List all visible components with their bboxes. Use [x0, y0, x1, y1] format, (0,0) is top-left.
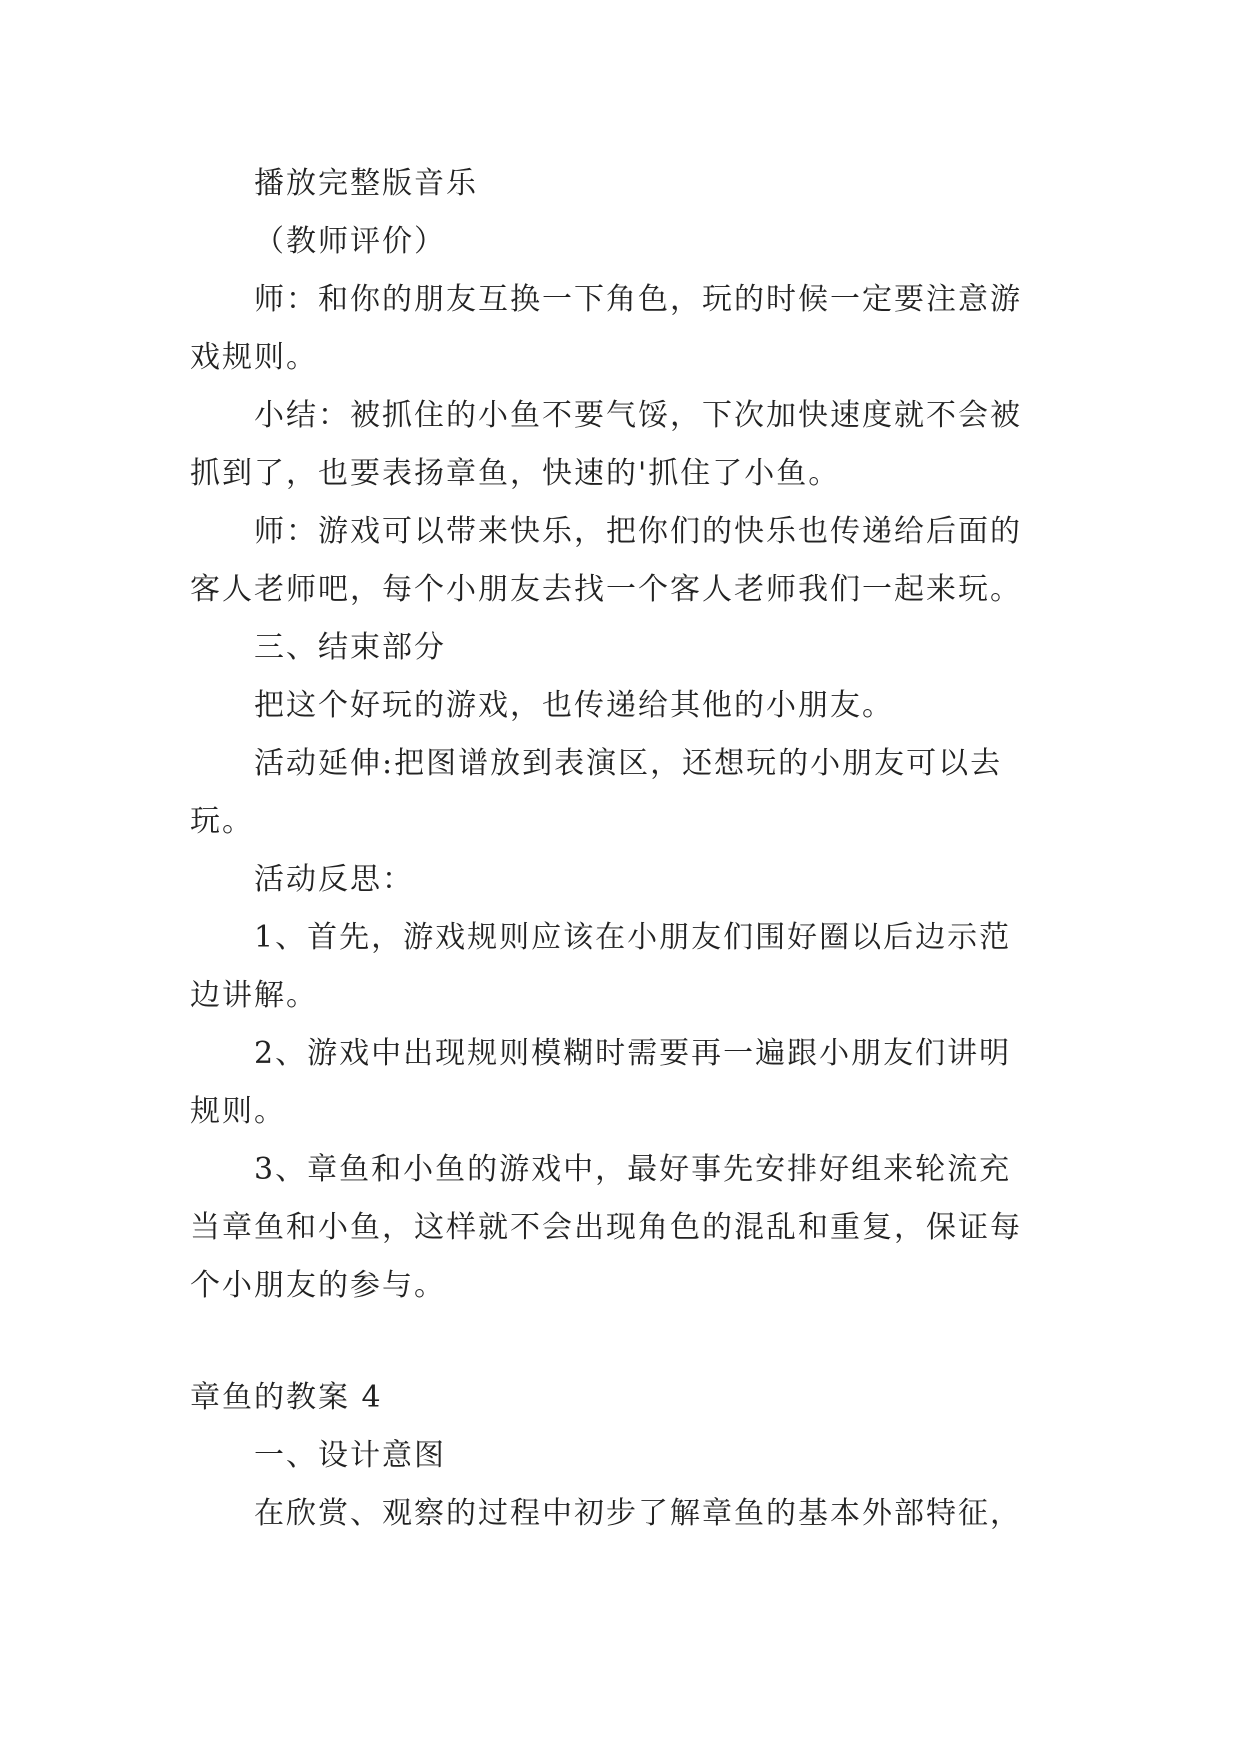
paragraph-line: 活动延伸:把图谱放到表演区，还想玩的小朋友可以去 [254, 746, 1003, 781]
list-item: 1、首先，游戏规则应该在小朋友们围好圈以后边示范 [254, 920, 1012, 955]
paragraph-line: 戏规则。 [190, 340, 318, 375]
list-item-continuation: 个小朋友的参与。 [190, 1268, 446, 1303]
paragraph-line: 把这个好玩的游戏，也传递给其他的小朋友。 [254, 688, 894, 723]
list-item-continuation: 边讲解。 [190, 978, 318, 1013]
paragraph-line: 活动反思： [254, 862, 414, 897]
paragraph-line: 客人老师吧，每个小朋友去找一个客人老师我们一起来玩。 [190, 572, 1022, 607]
list-item-continuation: 规则。 [190, 1094, 286, 1129]
paragraph-line: 抓到了，也要表扬章鱼，快速的'抓住了小鱼。 [190, 456, 841, 491]
paragraph-line: （教师评价） [254, 224, 446, 259]
list-item: 2、游戏中出现规则模糊时需要再一遍跟小朋友们讲明 [254, 1036, 1012, 1071]
paragraph-line: 师：和你的朋友互换一下角色，玩的时候一定要注意游 [254, 282, 1022, 317]
paragraph-line: 玩。 [190, 804, 254, 839]
paragraph-line: 师：游戏可以带来快乐，把你们的快乐也传递给后面的 [254, 514, 1022, 549]
paragraph-line: 在欣赏、观察的过程中初步了解章鱼的基本外部特征， [254, 1496, 1022, 1531]
section-heading: 一、设计意图 [254, 1438, 446, 1473]
list-item-continuation: 当章鱼和小鱼，这样就不会出现角色的混乱和重复，保证每 [190, 1210, 1022, 1245]
section-heading: 三、结束部分 [254, 630, 446, 665]
list-item: 3、章鱼和小鱼的游戏中，最好事先安排好组来轮流充 [254, 1152, 1012, 1187]
paragraph-line: 播放完整版音乐 [254, 166, 478, 201]
section-title: 章鱼的教案 4 [190, 1380, 383, 1415]
paragraph-line: 小结：被抓住的小鱼不要气馁，下次加快速度就不会被 [254, 398, 1022, 433]
